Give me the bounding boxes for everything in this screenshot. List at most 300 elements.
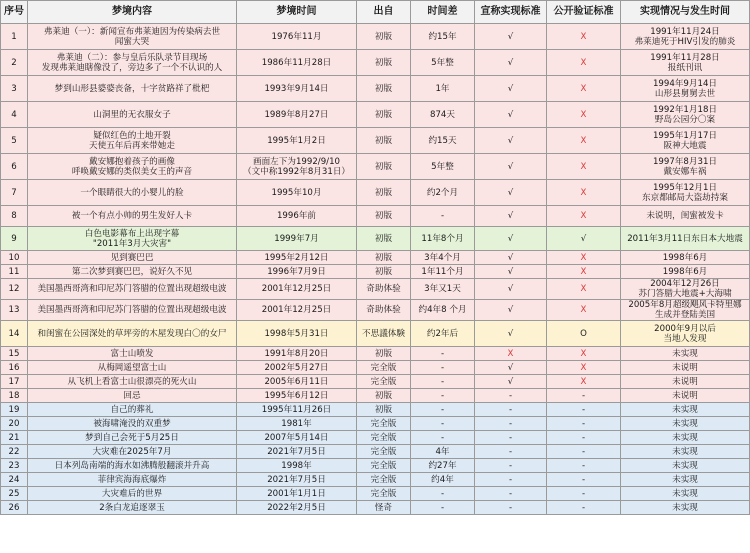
row-number [1,154,28,180]
dream-content [28,206,237,227]
diff-text: - [440,211,445,221]
result-info [621,279,750,300]
diff-text: 约4年8 个月 [418,305,467,315]
content-line: 弗莱迪（二）：参与皇后乐队录节目现场 [56,52,208,63]
diff-text: 3年又1天 [424,284,461,294]
result-line: 戴安娜车祸 [663,166,707,177]
source-text: 完全版 [370,460,397,471]
content-line: 白色电影幕布上出现字幕 [84,228,180,239]
no-text: 11 [8,266,20,277]
claimed-text: √ [507,233,514,244]
result-info [621,501,750,515]
dream-content [28,347,237,361]
time-line: 1986年11月28日 [261,57,332,68]
verified-text: - [581,418,586,429]
table-row [1,321,750,347]
source-text: 不思議体験 [362,328,405,339]
table-row [1,300,750,321]
content-line: 梦到山形县婆婆丧备，十字贫路祥了枇杷 [54,83,210,94]
result-line: 2000年9月以后 [654,323,716,334]
time-diff [411,128,475,154]
table-row [1,227,750,251]
diff-text: - [440,418,445,429]
time-line: 2002年5月27日 [264,362,329,373]
time-diff [411,279,475,300]
time-line: 1995年2月12日 [264,252,329,263]
no-text: 7 [11,187,17,198]
diff-text: 3年4个月 [424,252,461,263]
result-line: 未说明，闺蜜被发卡 [646,211,724,221]
result-line: 生成并登陆美国 [654,310,716,320]
dream-time [237,459,357,473]
dream-content [28,431,237,445]
claimed-mark [475,24,547,50]
verified-mark [547,389,621,403]
time-line: （文中称1992年8月31日） [242,166,351,177]
row-number [1,473,28,487]
claimed-mark [475,128,547,154]
dream-content [28,375,237,389]
result-line: 1994年9月14日 [652,78,718,89]
time-diff [411,501,475,515]
diff-text: 约2年后 [426,328,459,339]
verified-text: X [580,57,587,68]
row-number [1,24,28,50]
verified-text: X [580,161,587,172]
result-info [621,300,750,321]
claimed-text: - [508,460,513,471]
source-text: 完全版 [370,488,397,499]
dream-content [28,227,237,251]
time-line: 1998年 [281,460,312,471]
verified-text: - [581,446,586,457]
claimed-mark [475,251,547,265]
result-line: 未实现 [672,432,698,443]
row-number [1,206,28,227]
verified-text: X [580,31,587,42]
dream-content [28,102,237,128]
dream-content [28,24,237,50]
time-line: 1998年5月31日 [264,328,329,339]
verified-mark [547,361,621,375]
row-number [1,227,28,251]
table-row [1,347,750,361]
claimed-mark [475,459,547,473]
no-text: 24 [8,474,20,485]
dream-content [28,300,237,321]
no-text: 12 [8,284,20,294]
result-line: 阪神大地震 [663,140,707,151]
verified-mark [547,50,621,76]
table-row [1,279,750,300]
claimed-text: X [507,348,514,359]
dream-source [357,445,411,459]
time-diff [411,102,475,128]
header-source: 出自 [357,1,411,24]
verified-text: O [580,328,587,339]
claimed-text: - [508,502,513,513]
table-row [1,473,750,487]
result-line: 1997年8月31日 [652,156,718,167]
no-text: 13 [8,305,20,315]
dream-time [237,251,357,265]
claimed-mark [475,265,547,279]
verified-text: X [580,348,587,359]
content-line: 美国墨西哥湾和印尼苏门答腊的位置出现超级电波 [37,284,227,294]
verified-mark [547,417,621,431]
time-diff [411,251,475,265]
no-text: 22 [8,446,20,457]
diff-text: 5年整 [431,57,454,68]
no-text: 25 [8,488,20,499]
result-line: 未说明 [672,362,698,373]
table-row [1,76,750,102]
content-line: 第二次梦到赛巴巴，说好久不见 [71,266,193,277]
row-number [1,347,28,361]
source-text: 奇助体验 [366,284,401,294]
diff-text: 约4年 [431,474,454,485]
dream-source [357,180,411,206]
claimed-text: - [508,418,513,429]
verified-mark [547,473,621,487]
claimed-mark [475,227,547,251]
table-row [1,206,750,227]
claimed-mark [475,403,547,417]
content-line: 从梅岡遥望富士山 [97,362,167,373]
dream-content [28,459,237,473]
result-line: 野岛公园分〇案 [654,114,716,125]
result-info [621,389,750,403]
result-info [621,417,750,431]
time-diff [411,417,475,431]
content-line: 和闺蜜在公园深处的草坪旁的木屋发现白〇的女尸 [37,328,227,339]
header-time: 梦境时间 [237,1,357,24]
result-line: 1992年1月18日 [652,104,718,115]
result-info [621,431,750,445]
diff-text: 11年8个月 [421,233,464,244]
diff-text: - [440,488,445,499]
row-number [1,50,28,76]
time-diff [411,227,475,251]
verified-mark [547,24,621,50]
verified-mark [547,279,621,300]
result-line: 未实现 [672,474,698,485]
verified-mark [547,128,621,154]
source-text: 怪奇 [374,502,393,513]
no-text: 8 [11,211,17,221]
no-text: 1 [11,31,17,42]
claimed-mark [475,50,547,76]
dream-content [28,321,237,347]
content-line: 从飞机上看富士山很漂亮的死火山 [67,376,197,387]
table-row [1,501,750,515]
verified-text: X [580,135,587,146]
claimed-text: √ [507,284,514,294]
table-row [1,403,750,417]
dream-time [237,300,357,321]
diff-text: - [440,404,445,415]
dream-time [237,321,357,347]
result-info [621,403,750,417]
claimed-text: √ [507,252,514,263]
time-line: 1995年1月2日 [267,135,326,146]
diff-text: - [440,376,445,387]
verified-text: - [581,502,586,513]
result-line: 2004年12月26日 [650,279,720,289]
no-text: 15 [8,348,20,359]
time-line: 2021年7月5日 [267,474,326,485]
claimed-mark [475,361,547,375]
dream-source [357,154,411,180]
dream-source [357,50,411,76]
table-row [1,180,750,206]
content-line: 被一个有点小帅的男生发好人卡 [71,211,193,221]
dream-source [357,361,411,375]
verified-mark [547,300,621,321]
row-number [1,251,28,265]
row-number [1,279,28,300]
source-text: 初版 [374,211,393,221]
row-number [1,389,28,403]
verified-mark [547,180,621,206]
dream-source [357,431,411,445]
dream-content [28,473,237,487]
time-diff [411,389,475,403]
dream-content [28,265,237,279]
row-number [1,417,28,431]
dream-time [237,487,357,501]
source-text: 完全版 [370,418,397,429]
time-diff [411,361,475,375]
no-text: 10 [8,252,20,263]
result-line: 1998年6月 [662,252,708,263]
result-line: 报纸刊讯 [667,62,703,73]
time-diff [411,375,475,389]
source-text: 初版 [374,390,393,401]
dream-source [357,300,411,321]
claimed-text: - [508,474,513,485]
no-text: 19 [8,404,20,415]
result-line: 山形县舅舅去世 [654,88,716,99]
row-number [1,102,28,128]
claimed-mark [475,431,547,445]
table-row [1,361,750,375]
dream-content [28,487,237,501]
time-diff [411,50,475,76]
row-number [1,501,28,515]
content-line: 富士山喷发 [110,348,154,359]
no-text: 3 [11,83,17,94]
table-row [1,128,750,154]
source-text: 初版 [374,135,393,146]
source-text: 初版 [374,233,393,244]
claimed-text: √ [507,328,514,339]
row-number [1,445,28,459]
dream-content [28,50,237,76]
no-text: 26 [8,502,20,513]
result-info [621,361,750,375]
table-body [1,24,750,515]
verified-mark [547,375,621,389]
time-diff [411,431,475,445]
content-line: 闻蜜大哭 [114,36,150,47]
time-diff [411,347,475,361]
dream-source [357,375,411,389]
dream-time [237,389,357,403]
verified-mark [547,347,621,361]
verified-text: - [581,474,586,485]
diff-text: 约2个月 [426,187,459,198]
dream-source [357,389,411,403]
claimed-text: √ [507,187,514,198]
claimed-text: - [508,432,513,443]
claimed-mark [475,321,547,347]
table-row [1,389,750,403]
content-line: 戴安娜抱着孩子的画像 [89,156,175,167]
dream-source [357,265,411,279]
diff-text: 4年 [435,446,450,457]
time-line: 2001年1月1日 [267,488,326,499]
no-text: 14 [8,328,20,339]
content-line: 梦到自己会死于5月25日 [85,432,179,443]
verified-text: X [580,376,587,387]
diff-text: 1年11个月 [421,266,464,277]
dream-source [357,473,411,487]
dream-source [357,227,411,251]
time-line: 1999年7月 [274,233,319,244]
time-line: 2001年12月25日 [261,305,332,315]
table-row [1,459,750,473]
claimed-mark [475,389,547,403]
time-line: 2005年6月11日 [264,376,329,387]
diff-text: - [440,502,445,513]
header-verified: 公开验证标准 [547,1,621,24]
table-row [1,102,750,128]
table-row [1,375,750,389]
content-line: 发现弗莱迪瞎像没了，旁边多了一个不认识的人 [41,62,223,73]
result-line: 未实现 [672,404,698,415]
dream-time [237,473,357,487]
verified-text: - [581,460,586,471]
time-line: 1995年11月26日 [261,404,332,415]
source-text: 完全版 [370,446,397,457]
time-diff [411,459,475,473]
time-line: 2007年5月14日 [264,432,329,443]
time-diff [411,24,475,50]
diff-text: 5年整 [431,161,454,172]
dream-content [28,403,237,417]
no-text: 2 [11,57,17,68]
dream-time [237,128,357,154]
result-line: 1995年1月17日 [652,130,718,141]
claimed-text: √ [507,83,514,94]
result-info [621,154,750,180]
dream-source [357,251,411,265]
dream-content [28,76,237,102]
header-result: 实现情况与发生时间 [621,1,750,24]
result-line: 东京都邮局大盗劫持案 [642,192,728,203]
dream-content [28,128,237,154]
dream-time [237,501,357,515]
dream-time [237,76,357,102]
claimed-mark [475,487,547,501]
table-row [1,24,750,50]
verified-mark [547,154,621,180]
row-number [1,403,28,417]
dream-source [357,321,411,347]
dream-time [237,154,357,180]
dream-time [237,361,357,375]
source-text: 初版 [374,348,393,359]
table-row [1,417,750,431]
claimed-text: - [508,446,513,457]
time-line: 画面左下为1992/9/10 [252,156,341,167]
claimed-text: √ [507,305,514,315]
result-line: 未实现 [672,446,698,457]
dream-source [357,128,411,154]
verified-text: X [580,252,587,263]
content-line: 美国墨西哥湾和印尼苏门答腊的位置出现超级电波 [37,305,227,315]
content-line: 2条白龙追逐翠玉 [99,502,165,513]
dream-source [357,487,411,501]
dream-source [357,102,411,128]
dream-content [28,154,237,180]
claimed-text: √ [507,362,514,373]
result-line: 未实现 [672,488,698,499]
dream-source [357,501,411,515]
time-line: 2001年12月25日 [261,284,332,294]
dream-source [357,24,411,50]
claimed-mark [475,300,547,321]
diff-text: - [440,362,445,373]
verified-text: - [581,390,586,401]
time-diff [411,487,475,501]
dream-content [28,361,237,375]
verified-text: X [580,305,587,315]
dream-time [237,180,357,206]
row-number [1,431,28,445]
result-info [621,321,750,347]
diff-text: 约15天 [428,135,457,146]
no-text: 6 [11,161,17,172]
table-row [1,50,750,76]
verified-mark [547,321,621,347]
time-diff [411,180,475,206]
source-text: 完全版 [370,432,397,443]
result-line: 未实现 [672,418,698,429]
verified-text: X [580,109,587,120]
no-text: 23 [8,460,20,471]
claimed-text: √ [507,109,514,120]
verified-mark [547,501,621,515]
result-info [621,347,750,361]
source-text: 初版 [374,187,393,198]
dream-content [28,251,237,265]
time-diff [411,265,475,279]
time-line: 1989年8月27日 [264,109,329,120]
verified-text: X [580,284,587,294]
table-row [1,445,750,459]
no-text: 21 [8,432,20,443]
claimed-mark [475,473,547,487]
result-info [621,180,750,206]
verified-mark [547,445,621,459]
result-line: 1998年6月 [662,266,708,277]
claimed-mark [475,76,547,102]
dream-content [28,445,237,459]
row-number [1,128,28,154]
no-text: 18 [8,390,20,401]
